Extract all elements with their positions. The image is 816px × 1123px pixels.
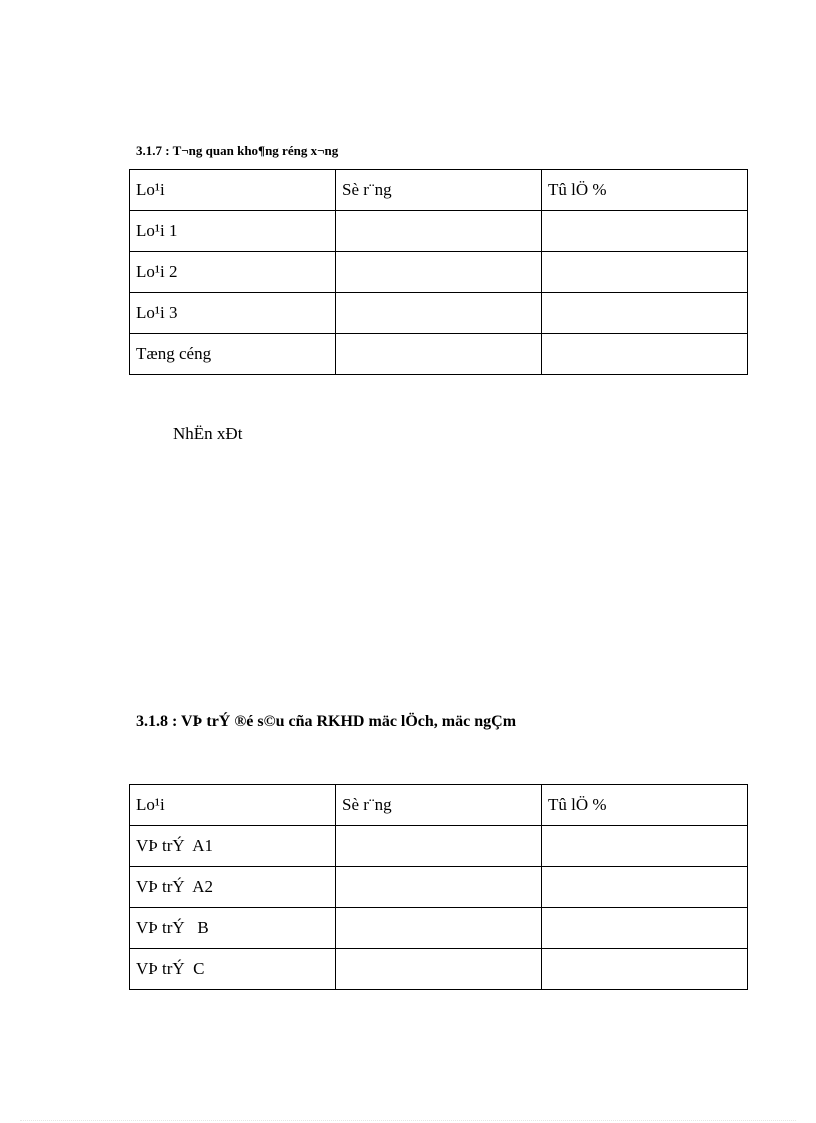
column-header-type: Lo¹i bbox=[130, 785, 336, 826]
table-row-total bbox=[130, 334, 748, 375]
table-cell bbox=[542, 949, 748, 990]
table-cell bbox=[336, 908, 542, 949]
table-cell bbox=[542, 867, 748, 908]
table-row bbox=[130, 949, 748, 990]
column-header-tooth-count: Sè r¨ng bbox=[336, 170, 542, 211]
table-cell bbox=[336, 826, 542, 867]
table-cell bbox=[542, 293, 748, 334]
column-header-percent: Tû lÖ % bbox=[542, 170, 748, 211]
section-heading-3-1-7: 3.1.7 : T¬ng quan kho¶ng réng x¬ng bbox=[136, 143, 339, 158]
table-row bbox=[130, 826, 748, 867]
section-heading-3-1-8: 3.1.8 : VÞ trÝ ®é s©u cña RKHD mäc lÖch, mäc ngÇm bbox=[136, 713, 517, 730]
column-header-percent: Tû lÖ % bbox=[542, 785, 748, 826]
column-header-tooth-count: Sè r¨ng bbox=[336, 785, 542, 826]
table-header-row bbox=[130, 785, 748, 826]
table-cell bbox=[336, 211, 542, 252]
table-row bbox=[130, 293, 748, 334]
page-bottom-divider bbox=[20, 1120, 796, 1121]
table-cell bbox=[542, 211, 748, 252]
table-cell: Lo¹i 1 bbox=[130, 211, 336, 252]
table-row bbox=[130, 252, 748, 293]
table-cell: Lo¹i 2 bbox=[130, 252, 336, 293]
table-row bbox=[130, 908, 748, 949]
remark-label: NhËn xÐt bbox=[173, 424, 243, 443]
table-cell bbox=[336, 334, 542, 375]
table-cell: VÞ trÝ A1 bbox=[130, 826, 336, 867]
table-cell: Tæng céng bbox=[130, 334, 336, 375]
table-cell: VÞ trÝ A2 bbox=[130, 867, 336, 908]
table-row bbox=[130, 211, 748, 252]
table-overview-bone-width bbox=[129, 169, 748, 375]
table-cell bbox=[542, 252, 748, 293]
column-header-type: Lo¹i bbox=[130, 170, 336, 211]
table-cell bbox=[336, 867, 542, 908]
table-cell: VÞ trÝ C bbox=[130, 949, 336, 990]
table-cell bbox=[542, 908, 748, 949]
table-position-depth bbox=[129, 784, 748, 990]
table-cell bbox=[336, 293, 542, 334]
table-cell bbox=[336, 252, 542, 293]
table-header-row bbox=[130, 170, 748, 211]
table-cell: VÞ trÝ B bbox=[130, 908, 336, 949]
table-cell bbox=[336, 949, 542, 990]
table-row bbox=[130, 867, 748, 908]
table-cell: Lo¹i 3 bbox=[130, 293, 336, 334]
table-cell bbox=[542, 826, 748, 867]
table-cell bbox=[542, 334, 748, 375]
